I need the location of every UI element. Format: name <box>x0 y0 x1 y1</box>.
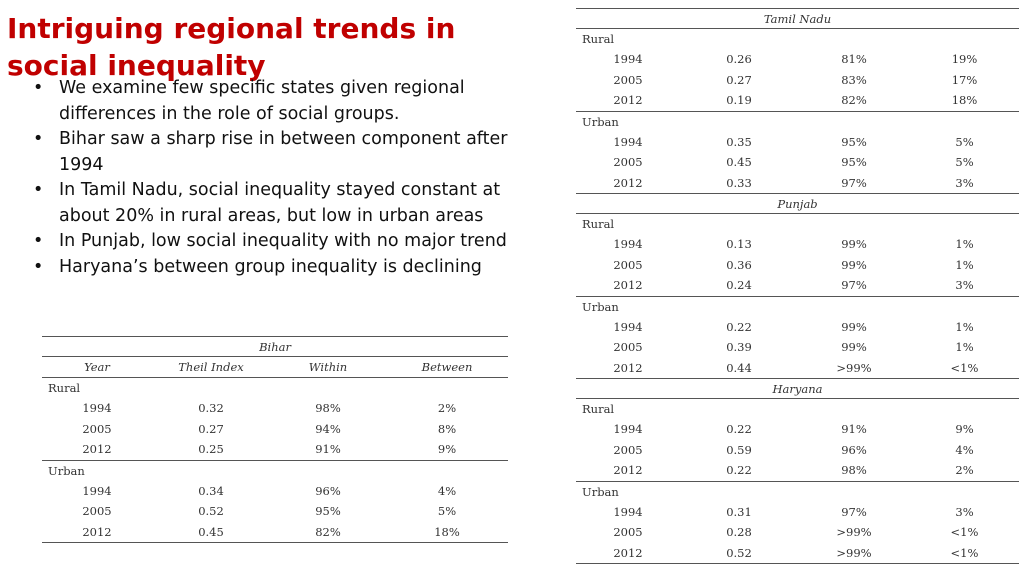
within-cell: 96% <box>315 483 341 498</box>
table-row <box>42 501 508 522</box>
between-cell: 2% <box>437 401 457 416</box>
year-cell: 2012 <box>82 442 112 457</box>
within-cell: 82% <box>270 522 386 543</box>
year-cell: 2005 <box>82 504 112 519</box>
between-cell: 1% <box>955 237 974 252</box>
between-cell: <1% <box>950 525 979 540</box>
group-label-row <box>576 111 1019 132</box>
table-row <box>576 440 1019 461</box>
between-cell: 9% <box>437 442 457 457</box>
states-table <box>576 8 1019 564</box>
between-cell: 5% <box>955 155 974 170</box>
theil-cell: 0.26 <box>726 52 752 67</box>
year-cell: 2005 <box>613 257 643 272</box>
year-cell: 1994 <box>613 237 643 252</box>
between-cell: 3% <box>955 175 974 190</box>
theil-cell: 0.33 <box>726 175 752 190</box>
group-label-row <box>576 296 1019 317</box>
bullet-item: • Haryana’s between group inequality is declining <box>33 255 523 281</box>
table-row <box>576 275 1019 296</box>
year-cell: 1994 <box>613 319 643 334</box>
table-row <box>576 152 1019 173</box>
between-cell: 3% <box>955 504 974 519</box>
state-name: Punjab <box>576 194 1019 214</box>
between-cell: 18% <box>951 93 978 108</box>
between-cell: <1% <box>910 543 1019 564</box>
within-cell: 95% <box>841 155 867 170</box>
year-cell: 2012 <box>613 93 643 108</box>
year-cell: 1994 <box>613 134 643 149</box>
within-cell: 98% <box>841 463 867 478</box>
table-row <box>576 502 1019 523</box>
year-cell: 2012 <box>613 360 643 375</box>
theil-cell: 0.24 <box>726 278 752 293</box>
within-cell: 91% <box>315 442 341 457</box>
between-cell: 9% <box>955 422 974 437</box>
between-cell: <1% <box>950 360 979 375</box>
theil-cell: 0.25 <box>198 442 224 457</box>
within-cell: >99% <box>836 360 872 375</box>
table-row <box>576 49 1019 70</box>
within-cell: 95% <box>841 134 867 149</box>
year-cell: 2005 <box>613 525 643 540</box>
theil-cell: 0.45 <box>726 155 752 170</box>
within-cell: 98% <box>315 401 341 416</box>
year-cell: 2012 <box>42 522 152 543</box>
between-cell: 5% <box>437 504 457 519</box>
group-label-row <box>576 399 1019 420</box>
group-label: Urban <box>576 481 1019 502</box>
theil-cell: 0.32 <box>198 401 224 416</box>
within-cell: 83% <box>841 72 867 87</box>
between-cell: 4% <box>437 483 457 498</box>
theil-cell: 0.52 <box>680 543 798 564</box>
year-cell: 2012 <box>613 175 643 190</box>
state-name: Tamil Nadu <box>576 9 1019 29</box>
theil-cell: 0.36 <box>726 257 752 272</box>
group-label: Rural <box>576 399 1019 420</box>
theil-cell: 0.13 <box>726 237 752 252</box>
within-cell: 97% <box>841 504 867 519</box>
slide-title: Intriguing regional trends in social inequality <box>7 12 456 82</box>
within-cell: 95% <box>315 504 341 519</box>
table-row <box>42 398 508 419</box>
column-header: Year <box>42 357 152 378</box>
within-cell: 97% <box>841 278 867 293</box>
group-label-row <box>576 481 1019 502</box>
group-label-row <box>42 378 508 399</box>
bullet-item: • We examine few specific states given regional differences in the role of social groups. <box>33 76 523 127</box>
table-row <box>576 255 1019 276</box>
within-cell: 99% <box>841 319 867 334</box>
theil-cell: 0.34 <box>198 483 224 498</box>
theil-cell: 0.28 <box>726 525 752 540</box>
between-cell: 1% <box>955 340 974 355</box>
table-row <box>576 522 1019 543</box>
within-cell: 94% <box>315 421 341 436</box>
within-cell: >99% <box>836 525 872 540</box>
group-label: Rural <box>42 378 508 399</box>
table-row <box>42 522 508 543</box>
table-row <box>42 419 508 440</box>
state-header-row <box>576 194 1019 214</box>
year-cell: 1994 <box>82 483 112 498</box>
year-cell: 1994 <box>82 401 112 416</box>
table-row <box>576 543 1019 564</box>
within-cell: 97% <box>841 175 867 190</box>
year-cell: 2005 <box>82 421 112 436</box>
within-cell: 81% <box>841 52 867 67</box>
within-cell: 99% <box>841 237 867 252</box>
table-row <box>42 439 508 460</box>
table-row <box>42 481 508 502</box>
table-row <box>576 337 1019 358</box>
between-cell: 1% <box>955 257 974 272</box>
within-cell: >99% <box>798 543 910 564</box>
theil-cell: 0.59 <box>726 442 752 457</box>
theil-cell: 0.44 <box>726 360 752 375</box>
group-label: Rural <box>576 29 1019 50</box>
between-cell: 2% <box>955 463 974 478</box>
theil-cell: 0.45 <box>152 522 270 543</box>
group-label-row <box>42 460 508 481</box>
within-cell: 99% <box>841 340 867 355</box>
theil-cell: 0.31 <box>726 504 752 519</box>
table-row <box>576 132 1019 153</box>
bullet-item: • Bihar saw a sharp rise in between component after 1994 <box>33 127 523 178</box>
between-cell: 3% <box>955 278 974 293</box>
table-row <box>576 419 1019 440</box>
within-cell: 82% <box>841 93 867 108</box>
state-header-row <box>576 9 1019 29</box>
theil-cell: 0.22 <box>726 463 752 478</box>
year-cell: 2005 <box>613 340 643 355</box>
theil-cell: 0.27 <box>726 72 752 87</box>
group-label-row <box>576 29 1019 50</box>
between-cell: 17% <box>951 72 978 87</box>
within-cell: 91% <box>841 422 867 437</box>
year-cell: 2012 <box>613 278 643 293</box>
between-cell: 5% <box>955 134 974 149</box>
group-label-row <box>576 214 1019 235</box>
theil-cell: 0.39 <box>726 340 752 355</box>
column-header-row <box>42 357 508 378</box>
group-label: Urban <box>576 111 1019 132</box>
theil-cell: 0.35 <box>726 134 752 149</box>
table-row <box>576 460 1019 481</box>
between-cell: 8% <box>437 421 457 436</box>
state-name: Bihar <box>42 337 508 357</box>
state-name: Haryana <box>576 379 1019 399</box>
table-row <box>576 234 1019 255</box>
column-header: Within <box>270 357 386 378</box>
year-cell: 1994 <box>613 504 643 519</box>
bihar-table <box>42 336 508 543</box>
year-cell: 2005 <box>613 155 643 170</box>
table-row <box>576 90 1019 111</box>
table-row <box>576 358 1019 379</box>
table-row <box>576 70 1019 91</box>
between-cell: 18% <box>386 522 508 543</box>
column-header: Theil Index <box>152 357 270 378</box>
between-cell: 1% <box>955 319 974 334</box>
group-label: Urban <box>42 460 508 481</box>
group-label: Urban <box>576 296 1019 317</box>
bullet-list <box>33 76 523 280</box>
theil-cell: 0.19 <box>726 93 752 108</box>
within-cell: 99% <box>841 257 867 272</box>
bullet-item: • In Tamil Nadu, social inequality stayed constant at about 20% in rural areas, but low in urban areas <box>33 178 523 229</box>
theil-cell: 0.27 <box>198 421 224 436</box>
year-cell: 2012 <box>613 463 643 478</box>
theil-cell: 0.22 <box>726 422 752 437</box>
theil-cell: 0.52 <box>198 504 224 519</box>
between-cell: 4% <box>955 442 974 457</box>
within-cell: 96% <box>841 442 867 457</box>
year-cell: 2005 <box>613 442 643 457</box>
year-cell: 1994 <box>613 52 643 67</box>
between-cell: 19% <box>951 52 978 67</box>
year-cell: 2005 <box>613 72 643 87</box>
bullet-item: • In Punjab, low social inequality with no major trend <box>33 229 523 255</box>
state-header-row <box>42 337 508 357</box>
year-cell: 2012 <box>576 543 680 564</box>
table-row <box>576 173 1019 194</box>
year-cell: 1994 <box>613 422 643 437</box>
group-label: Rural <box>576 214 1019 235</box>
column-header: Between <box>386 357 508 378</box>
theil-cell: 0.22 <box>726 319 752 334</box>
state-header-row <box>576 379 1019 399</box>
table-row <box>576 317 1019 338</box>
